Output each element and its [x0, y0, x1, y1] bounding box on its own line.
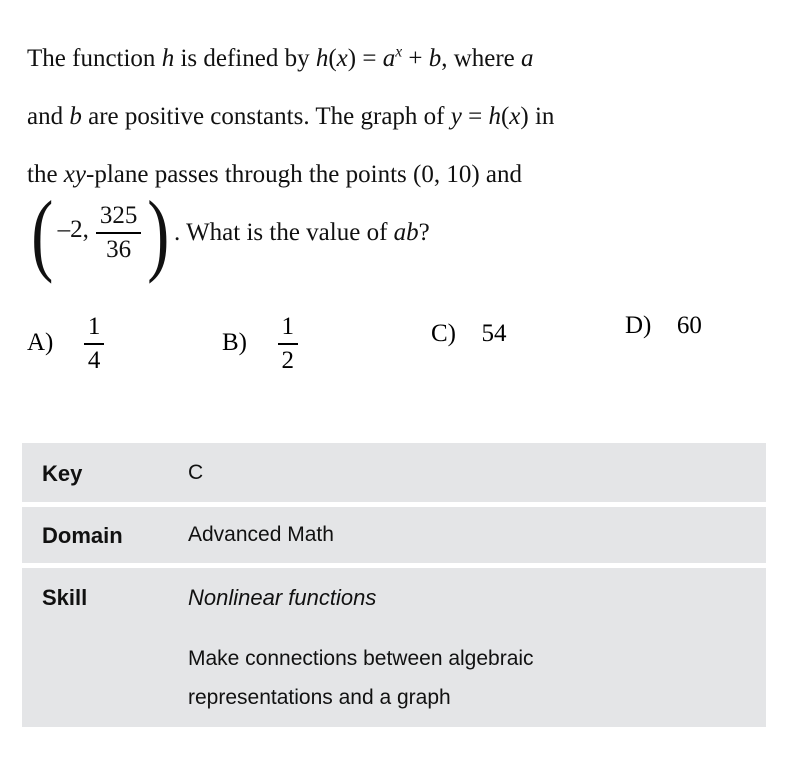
table-row-domain	[22, 507, 766, 563]
function-h: h	[315, 45, 329, 72]
fraction-numerator: 1	[281, 313, 294, 340]
answer-choice-d[interactable]	[625, 311, 702, 340]
stem-line-1	[27, 30, 757, 88]
key-label: Key	[42, 461, 83, 486]
variable-x: x	[509, 103, 521, 130]
expression-ab: ab	[393, 218, 419, 246]
variable-y: y	[450, 103, 462, 130]
fraction-denominator: 4	[87, 347, 101, 374]
equals-sign: =	[461, 103, 489, 130]
stem-line-2	[27, 88, 757, 146]
equals-sign: =	[356, 45, 383, 72]
skill-value	[188, 568, 766, 717]
variable-xy: xy	[63, 161, 86, 188]
pair-x-coordinate: –2,	[57, 216, 89, 244]
fraction-denominator: 36	[106, 236, 132, 263]
table-row-key	[22, 443, 766, 502]
question-prompt	[174, 204, 430, 262]
table-row-skill	[22, 568, 766, 727]
fraction-bar	[84, 343, 105, 345]
fraction-denominator: 2	[281, 347, 294, 374]
choice-value-c: 54	[481, 320, 507, 348]
fraction-bar	[278, 343, 299, 345]
stem-text: -plane passes through the points (0, 10) and	[86, 161, 523, 188]
answer-choice-a[interactable]	[27, 312, 106, 373]
choice-label-a: A)	[27, 328, 54, 356]
stem-text: the	[27, 161, 64, 188]
stem-text: and	[27, 103, 70, 130]
stem-text: are positive constants. The graph of	[81, 103, 451, 130]
domain-value: Advanced Math	[188, 523, 334, 546]
fraction-numerator: 325	[99, 202, 138, 229]
variable-a: a	[521, 45, 534, 72]
fraction-1-over-2	[278, 313, 299, 374]
paren-open: (	[500, 103, 510, 130]
variable-a: a	[382, 45, 396, 72]
skill-description	[188, 639, 708, 717]
fraction-1-over-4	[84, 313, 105, 374]
prompt-text: . What is the value of	[174, 218, 394, 246]
stem-text: is defined by	[174, 45, 316, 72]
exponent-x: x	[395, 43, 403, 61]
choice-value-d: 60	[676, 312, 702, 340]
variable-x: x	[336, 45, 348, 72]
skill-label: Skill	[42, 585, 88, 610]
fraction-325-over-36	[96, 202, 142, 263]
stem-line-3	[27, 146, 757, 204]
variable-h: h	[161, 45, 175, 72]
ordered-pair-content	[58, 201, 144, 262]
choice-label-d: D)	[625, 312, 652, 340]
choice-value-b	[276, 312, 301, 373]
stem-text: The function	[27, 45, 162, 72]
answer-choice-c[interactable]	[431, 319, 507, 348]
skill-description-line-1: Make connections between algebraic	[188, 647, 534, 670]
function-h: h	[488, 103, 501, 130]
choice-value-a	[82, 312, 107, 373]
paren-close: )	[520, 103, 529, 130]
choice-label-b: B)	[222, 328, 247, 356]
question-stem	[27, 30, 757, 296]
answer-choice-b[interactable]	[222, 312, 300, 373]
plus-sign: +	[402, 45, 429, 72]
stem-text: in	[528, 103, 555, 130]
question-mark: ?	[418, 218, 430, 246]
variable-b: b	[69, 103, 82, 130]
fraction-numerator: 1	[87, 313, 101, 340]
domain-label: Domain	[42, 523, 123, 548]
question-metadata-table	[22, 443, 766, 727]
key-value: C	[188, 461, 204, 484]
skill-title: Nonlinear functions	[188, 585, 377, 610]
skill-description-line-2: representations and a graph	[188, 686, 451, 709]
stem-line-4-ordered-pair: ( –2, $\frac{325}{36}$ ) . What is the value of ab?	[31, 181, 430, 284]
paren-open: (	[328, 45, 337, 72]
paren-close: )	[347, 45, 357, 72]
fraction-bar	[96, 232, 142, 234]
stem-text: , where	[441, 45, 522, 72]
choice-label-c: C)	[431, 320, 456, 348]
variable-b: b	[428, 45, 442, 72]
answer-choices	[0, 296, 800, 388]
